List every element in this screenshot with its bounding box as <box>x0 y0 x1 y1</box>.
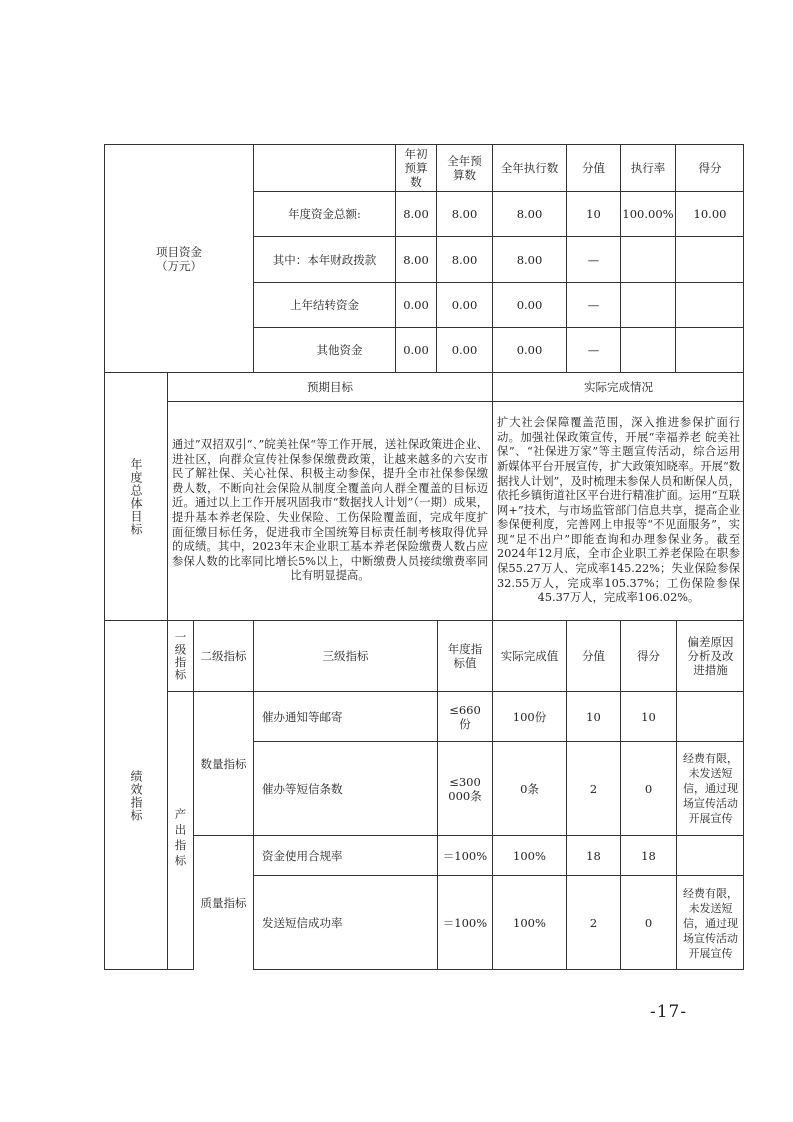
score-value: 10 <box>566 691 620 741</box>
header-score-value: 分值 <box>566 144 620 191</box>
funding-section-label: 项目资金 （万元） <box>104 144 253 372</box>
funding-executed: 8.00 <box>492 191 566 236</box>
performance-section-label: 绩效指标 <box>129 769 143 822</box>
funding-initial: 0.00 <box>395 282 436 327</box>
funding-row-label: 其他资金 <box>253 327 395 372</box>
header-executed: 全年执行数 <box>492 144 566 191</box>
goals-section-label: 年度总体目标 <box>129 457 143 536</box>
actual-value: 100份 <box>492 691 566 741</box>
table-bottom-border-right <box>253 969 744 970</box>
table-right-border <box>743 144 744 970</box>
funding-score-value: — <box>566 236 620 282</box>
funding-row-label: 其中：本年财政拨款 <box>253 236 395 282</box>
level1-cell <box>167 691 193 970</box>
deviation-text: 经费有限，未发送短信，通过现场宣传活动开展宣传 <box>676 875 744 970</box>
funding-rate <box>620 327 675 372</box>
target-value: ＝100% <box>437 875 492 970</box>
level3-item: 资金使用合规率 <box>253 835 437 875</box>
funding-annual: 8.00 <box>436 191 492 236</box>
level2-quantity: 数量指标 <box>193 691 253 835</box>
score-header: 得分 <box>620 620 676 691</box>
score: 18 <box>620 835 676 875</box>
level3-header: 三级指标 <box>253 620 437 691</box>
score-value: 2 <box>566 741 620 835</box>
funding-score <box>675 327 744 372</box>
target-value: ≤300000条 <box>437 741 492 835</box>
deviation-text <box>676 691 744 741</box>
funding-initial: 8.00 <box>395 191 436 236</box>
funding-annual: 0.00 <box>436 327 492 372</box>
level1-header: 一级指标 <box>173 631 188 681</box>
deviation-text <box>676 835 744 875</box>
funding-score <box>675 282 744 327</box>
funding-rate <box>620 282 675 327</box>
actual-completion-text: 扩大社会保障覆盖范围，深入推进参保扩面行动。加强社保政策宣传，开展“幸福养老 皖美社保”、“社保进万家”等主题宣传活动，综合运用新媒体平台开展宣传，扩大政策知晓率。开展“数据找人计划”，及时梳理未参保人员和断保人员，依托乡镇街道社区平台进行精准扩面。运用“互联网+”技术，与市场监管部门信息共享，提高企业参保便利度，完善网上申报等“不见面服务”，实现“足不出户”即能查询和办理参保业务。截至2024年12月底，全市企业职工养老保险在职参保55.27万人、完成率145.22%；失业保险参保32.55万人，完成率105.37%；工伤保险参保45.37万人，完成率106.02%。 <box>492 401 744 620</box>
level2-header: 二级指标 <box>193 620 253 691</box>
header-annual-budget: 全年预算数 <box>436 144 492 191</box>
expected-goal-header: 预期目标 <box>167 372 492 401</box>
level1-header-cell <box>167 620 193 691</box>
funding-score-value: 10 <box>566 191 620 236</box>
header-score: 得分 <box>675 144 744 191</box>
score-value: 2 <box>566 875 620 970</box>
target-header: 年度指标值 <box>437 620 492 691</box>
funding-score-value: — <box>566 327 620 372</box>
actual-value: 100% <box>492 875 566 970</box>
table-bottom-border-left <box>104 969 194 970</box>
deviation-header: 偏差原因分析及改进措施 <box>676 620 744 691</box>
level2-quality: 质量指标 <box>193 835 253 970</box>
level1-label: 产出指标 <box>173 808 188 870</box>
funding-annual: 8.00 <box>436 236 492 282</box>
funding-executed: 0.00 <box>492 282 566 327</box>
actual-header: 实际完成值 <box>492 620 566 691</box>
funding-annual: 0.00 <box>436 282 492 327</box>
deviation-text: 经费有限，未发送短信，通过现场宣传活动开展宣传 <box>676 741 744 835</box>
actual-value: 0条 <box>492 741 566 835</box>
actual-value: 100% <box>492 835 566 875</box>
funding-score: 10.00 <box>675 191 744 236</box>
level3-item: 催办通知等邮寄 <box>253 691 437 741</box>
level3-item: 发送短信成功率 <box>253 875 437 970</box>
funding-rate <box>620 236 675 282</box>
level3-item: 催办等短信条数 <box>253 741 437 835</box>
score: 0 <box>620 875 676 970</box>
funding-executed: 8.00 <box>492 236 566 282</box>
funding-initial: 0.00 <box>395 327 436 372</box>
score-value: 18 <box>566 835 620 875</box>
header-initial-budget: 年初预算数 <box>395 144 436 191</box>
header-execution-rate: 执行率 <box>620 144 675 191</box>
funding-row-label: 上年结转资金 <box>253 282 395 327</box>
expected-goal-text: 通过”双招双引“、”皖美社保“等工作开展，送社保政策进企业、进社区，向群众宣传社保参保缴费政策，让越来越多的六安市民了解社保、关心社保、积极主动参保，提升全市社保参保缴费人数，不断向社会保险从制度全覆盖向人群全覆盖的目标迈近。通过以上工作开展巩固我市“数据找人计划”（一期）成果，提升基本养老保险、失业保险、工伤保险覆盖面，完成年度扩面征缴目标任务，促进我市全国统筹目标责任制考核取得优异的成绩。其中，2023年末企业职工基本养老保险缴费人数占应参保人数的比率同比增长5%以上，中断缴费人员接续缴费率同比有明显提高。 <box>167 401 492 620</box>
funding-row-label: 年度资金总额: <box>253 191 395 236</box>
funding-executed: 0.00 <box>492 327 566 372</box>
funding-score <box>675 236 744 282</box>
goals-section-label-cell <box>104 372 167 620</box>
page-number: -17- <box>650 1002 688 1022</box>
score: 10 <box>620 691 676 741</box>
target-value: ＝100% <box>437 835 492 875</box>
funding-score-value: — <box>566 282 620 327</box>
funding-rate: 100.00% <box>620 191 675 236</box>
score-value-header: 分值 <box>566 620 620 691</box>
funding-initial: 8.00 <box>395 236 436 282</box>
target-value: ≤660份 <box>437 691 492 741</box>
performance-section-label-cell <box>104 620 167 970</box>
actual-completion-header: 实际完成情况 <box>492 372 744 401</box>
funding-header-blank <box>253 144 395 191</box>
score: 0 <box>620 741 676 835</box>
